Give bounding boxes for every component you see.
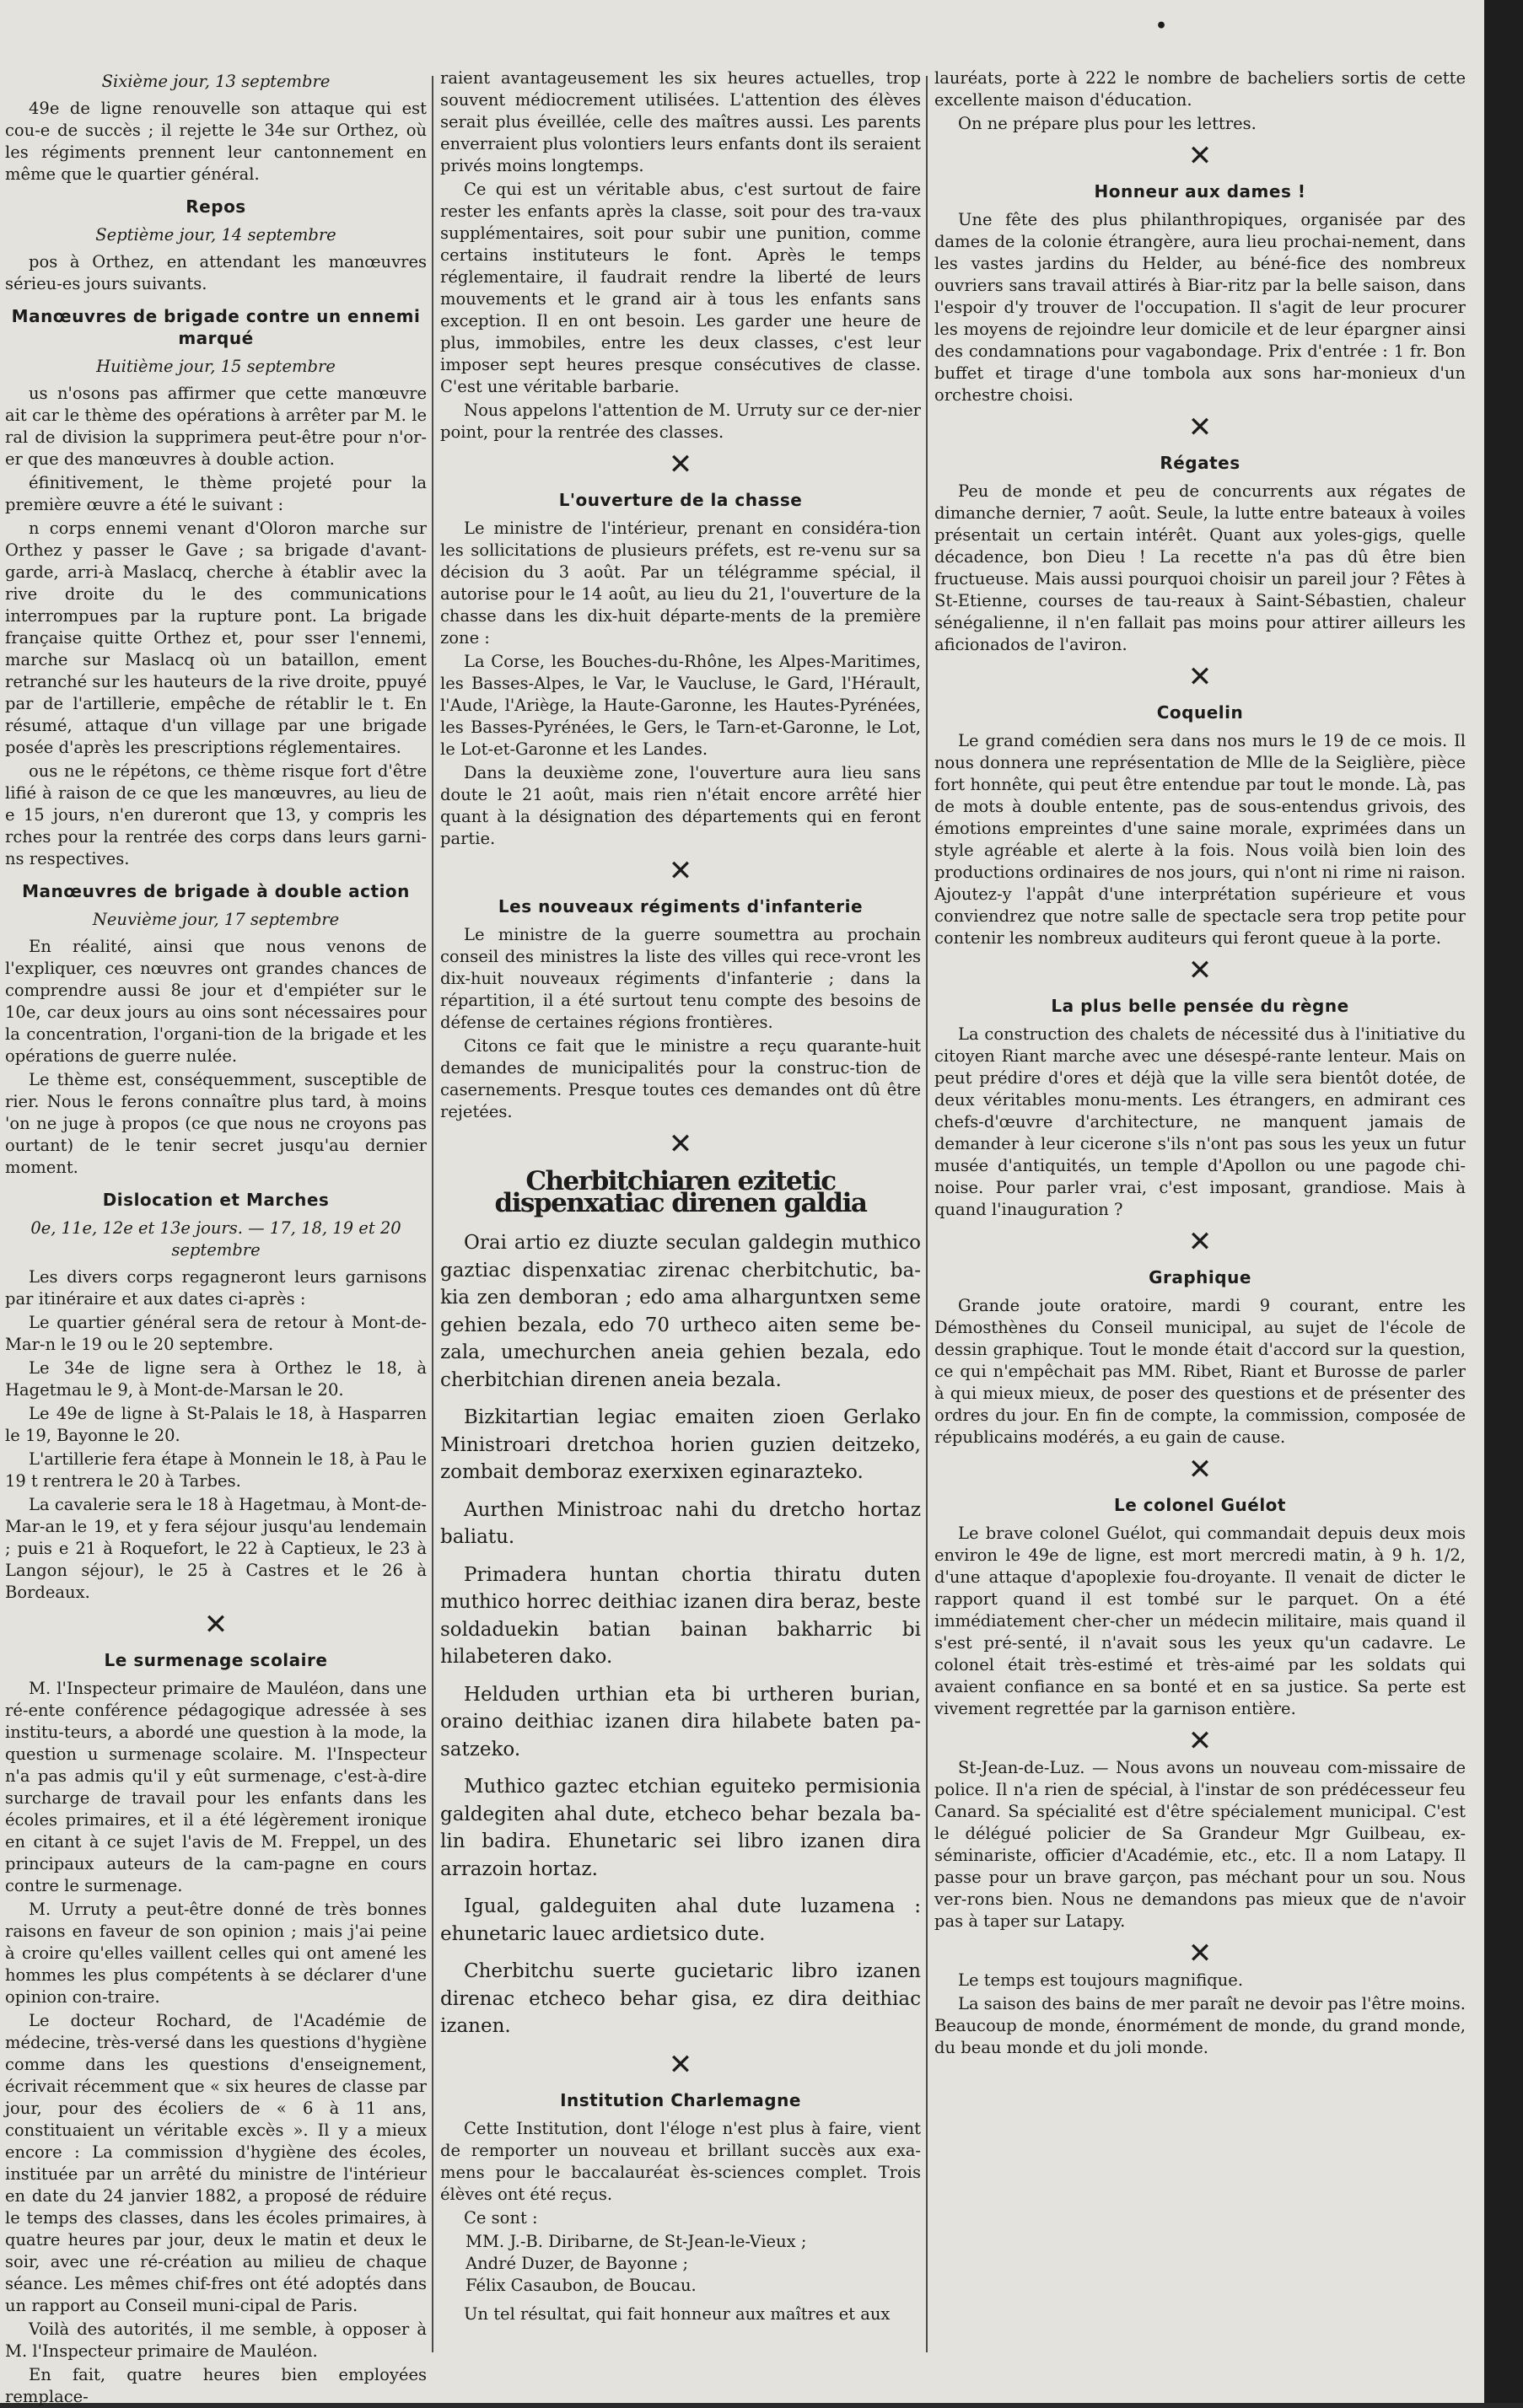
column-right	[934, 67, 1466, 2378]
article-heading: L'ouverture de la chasse	[558, 490, 803, 510]
paragraph: L'artillerie fera étape à Monnein le 18, à Pau le 19 t rentrera le 20 à Tarbes.	[5, 1449, 427, 1491]
paragraph: Citons ce fait que le ministre a reçu quarante-huit demandes de municipalités pour la construc-tion de casernements. Presque toutes ces demandes ont dû être rejetées.	[440, 1036, 921, 1121]
section-dateline: 0e, 11e, 12e et 13e jours. — 17, 18, 19 et 20 septembre	[30, 1218, 401, 1260]
paragraph: pos à Orthez, en attendant les manœuvres sérieu-es jours suivants.	[5, 252, 427, 293]
paragraph: Helduden urthian eta bi urtheren burian, oraino deithiac izanen dira hilabete baten pa-satzeko.	[440, 1683, 921, 1760]
paragraph: M. Urruty a peut-être donné de très bonnes raisons en faveur de son opinion ; mais j'ai peine à croire qu'elles vaillent celles qui ont amené les hommes les plus compétents à se déclarer d'une opinion con-traire.	[5, 1900, 427, 2007]
separator-cross-icon: ✕	[668, 1127, 693, 1161]
paragraph: Le 34e de ligne sera à Orthez le 18, à Hagetmau le 9, à Mont-de-Marsan le 20.	[5, 1358, 427, 1400]
paragraph: Le ministre de l'intérieur, prenant en considéra-tion les sollicitations de plusieurs préfets, est re-venu sur sa décision du 3 août. Par un télégramme spécial, il autorise pour le 14 août, au lieu du 21, l'ouverture de la chasse dans les dix-huit départe-ments de la première zone :	[440, 519, 921, 648]
list-item: André Duzer, de Bayonne ;	[466, 2253, 689, 2273]
paragraph: Peu de monde et peu de concurrents aux régates de dimanche dernier, 7 août. Seule, la lutte entre bateaux à voiles présentait un certain intérêt. Quant aux yoles-gigs, quelle décadence, bon Dieu ! La recette n'a pas dû être bien fructueuse. Mais aussi pourquoi choisir un pareil jour ? Fêtes à St-Etienne, courses de tau-reaux à Saint-Sébastien, chaleur sénégalienne, il n'en fallait pas moins pour attirer ailleurs les aficionados de l'aviron.	[934, 481, 1466, 654]
separator-cross-icon: ✕	[1187, 1453, 1213, 1486]
article-heading: Cherbitchiaren ezitetic dispenxatiac direnen galdia	[494, 1166, 867, 1218]
separator-cross-icon: ✕	[1187, 954, 1213, 987]
article-heading: Repos	[186, 196, 246, 217]
article-heading: Manœuvres de brigade contre un ennemi marqué	[11, 306, 421, 348]
paragraph: éfinitivement, le thème projeté pour la première œuvre a été le suivant :	[5, 473, 427, 514]
article-heading: Coquelin	[1156, 702, 1244, 723]
paragraph: Igual, galdeguiten ahal dute luzamena : ehunetaric lauec ardietsico dute.	[440, 1895, 921, 1945]
separator-cross-icon: ✕	[1187, 1937, 1213, 1970]
section-dateline: Neuvième jour, 17 septembre	[92, 910, 340, 929]
paragraph: 49e de ligne renouvelle son attaque qui est cou-e de succès ; il rejette le 34e sur Orthez, où les régiments prennent leur cantonnement en même que le quartier général.	[5, 99, 427, 184]
article-heading: Graphique	[1149, 1267, 1251, 1287]
paragraph: Le 49e de ligne à St-Palais le 18, à Hasparren le 19, Bayonne le 20.	[5, 1404, 427, 1445]
separator-cross-icon: ✕	[1187, 139, 1213, 173]
article-heading: Le surmenage scolaire	[104, 1650, 328, 1670]
paragraph: Le brave colonel Guélot, qui commandait depuis deux mois environ le 49e de ligne, est mort mercredi matin, à 9 h. 1/2, d'une attaque d'apoplexie fou-droyante. Il venait de dicter le rapport quand il est tombé sur le parquet. On a été immédiatement cher-cher un médecin militaire, mais quand il s'est pré-senté, il n'avait sous les yeux qu'un cadavre. Le colonel était très-estimé et très-aimé par les soldats qui avaient confiance en sa bonté et en sa justice. Sa perte est vivement regrettée par la garnison entière.	[934, 1524, 1466, 1718]
article-heading: La plus belle pensée du règne	[1051, 996, 1349, 1016]
laureates-list	[440, 2231, 921, 2297]
corner-mark: •	[1155, 15, 1168, 37]
scan-edge	[1484, 0, 1523, 2403]
paragraph: Un tel résultat, qui fait honneur aux maîtres et aux	[464, 2303, 891, 2324]
section-dateline: Sixième jour, 13 septembre	[101, 72, 331, 91]
article-heading: Dislocation et Marches	[102, 1190, 330, 1210]
paragraph: us n'osons pas affirmer que cette manœuvre ait car le thème des opérations à arrêter par M. le ral de division la supprimera peut-être pour n'or-er que des manœuvres à double action.	[5, 384, 427, 469]
paragraph: n corps ennemi venant d'Oloron marche sur Orthez y passer le Gave ; sa brigade d'avant-garde, arri-à Maslacq, cherche à établir avec la rive droite du le des communications interrompues par la rupture pont. La brigade française quitte Orthez et, pour sser l'ennemi, marche sur Maslacq où un bataillon, ement retranché sur les hauteurs de la rive droite, ppuyé par de l'artillerie, empêche de rétablir le t. En résumé, attaque d'un village par une brigade posée d'après les prescriptions réglementaires.	[5, 519, 427, 757]
separator-cross-icon: ✕	[1187, 660, 1213, 694]
paragraph: Orai artio ez diuzte seculan galdegin muthico gaztiac dispenxatiac zirenac cherbitchutic, ba-kia zen demboran ; edo ama alharguntxen seme gehien bezala, edo 70 urtheco aiten seme be-zala, umechurchen aneia gehien bezala, edo cherbitchian direnen aneia bezala.	[440, 1232, 921, 1391]
section-dateline: Septième jour, 14 septembre	[95, 225, 336, 245]
paragraph: Le ministre de la guerre soumettra au prochain conseil des ministres la liste des villes qui rece-vront les dix-huit nouveaux régiments d'infanterie ; dans la répartition, il a été surtout tenu compte des besoins de défense de certaines régions frontières.	[440, 925, 921, 1032]
paragraph: Le temps est toujours magnifique.	[958, 1970, 1244, 1990]
paragraph: En fait, quatre heures bien employées remplace-	[5, 2365, 427, 2406]
list-item: MM. J.-B. Diribarne, de St-Jean-le-Vieux ;	[466, 2231, 807, 2251]
paragraph: Dans la deuxième zone, l'ouverture aura lieu sans doute le 21 août, mais rien n'était encore arrêté hier quant à la désignation des départements qui en feront partie.	[440, 763, 921, 848]
paragraph: La cavalerie sera le 18 à Hagetmau, à Mont-de-Mar-an le 19, et y fera séjour jusqu'au lendemain ; puis e 21 à Roquefort, le 22 à Captieux, le 23 à Langon séjour), le 25 à Castres et le 26 à Bordeaux.	[5, 1495, 427, 1602]
paragraph: raient avantageusement les six heures actuelles, trop souvent médiocrement utilisées. L'attention des élèves serait plus éveillée, celle des maîtres aussi. Les parents enverraient plus volontiers leurs enfants dont ils seraient privés moins longtemps.	[440, 68, 921, 175]
paragraph: Cherbitchu suerte gucietaric libro izanen direnac etcheco behar gisa, ez dira deithiac izanen.	[440, 1960, 921, 2037]
paragraph: La Corse, les Bouches-du-Rhône, les Alpes-Maritimes, les Basses-Alpes, le Var, le Vaucluse, le Gard, l'Hérault, l'Aude, l'Ariège, la Haute-Garonne, les Hautes-Pyrénées, les Basses-Pyrénées, le Gers, le Tarn-et-Garonne, le Lot, le Lot-et-Garonne et les Landes.	[440, 652, 921, 759]
paragraph: En réalité, ainsi que nous venons de l'expliquer, ces nœuvres ont grandes chances de comprendre aussi 8e jour et d'empiéter sur le 10e, car deux jours au oins sont nécessaires pour la concentration, l'organi-tion de la brigade et les opérations de guerre nulée.	[5, 937, 427, 1066]
column-rule	[432, 76, 433, 2352]
paragraph: Les divers corps regagneront leurs garnisons par itinéraire et aux dates ci-après :	[5, 1267, 427, 1309]
paragraph: On ne prépare plus pour les lettres.	[958, 114, 1257, 133]
article-heading: Manœuvres de brigade à double action	[22, 881, 410, 901]
paragraph: Ce qui est un véritable abus, c'est surtout de faire rester les enfants après la classe, soit pour des tra-vaux supplémentaires, soit pour subir une punition, comme certains instituteurs le font. Après le temps réglementaire, il faudrait rendre la liberté de leurs mouvements et le grand air à tous les enfants sans exception. Il en ont besoin. Les garder une heure de plus, immobiles, entre les deux classes, c'est leur imposer sept heures presque consécutives de classe. C'est une véritable barbarie.	[440, 180, 921, 396]
paragraph: Voilà des autorités, il me semble, à opposer à M. l'Inspecteur primaire de Mauléon.	[5, 2319, 427, 2361]
paragraph: lauréats, porte à 222 le nombre de bacheliers sortis de cette excellente maison d'éducation.	[934, 68, 1466, 110]
separator-cross-icon: ✕	[668, 854, 693, 888]
separator-cross-icon: ✕	[1187, 1225, 1213, 1259]
article-heading: Honneur aux dames !	[1094, 181, 1306, 202]
column-middle	[440, 67, 921, 2378]
paragraph: Cette Institution, dont l'éloge n'est plus à faire, vient de remporter un nouveau et brillant succès aux exa-mens pour le baccalauréat ès-sciences complet. Trois élèves ont été reçus.	[440, 2118, 921, 2204]
article-heading: Régates	[1160, 453, 1240, 473]
article-heading: Institution Charlemagne	[560, 2089, 801, 2110]
list-item: Félix Casaubon, de Boucau.	[466, 2275, 697, 2295]
paragraph: ous ne le répétons, ce thème risque fort d'être lifié à raison de ce que les manœuvres, au lieu de e 15 jours, n'en dureront que 13, y compris les rches pour la rentrée des corps dans leurs garni-ns respectives.	[5, 761, 427, 868]
separator-cross-icon: ✕	[1187, 411, 1213, 444]
paragraph: Le docteur Rochard, de l'Académie de médecine, très-versé dans les questions d'hygiène comme dans les questions d'enseignement, écrivait récemment que « six heures de classe par jour, pour des écoliers de « 6 à 11 ans, constituaient un véritable excès ». Il y a mieux encore : La commission d'hygiène des écoles, instituée par un arrêté du ministre de l'intérieur en date du 24 janvier 1882, a proposé de réduire le temps des classes, dans les écoles primaires, à quatre heures par jour, deux le matin et deux le soir, avec une ré-création au milieu de chaque séance. Les mêmes chif-fres ont été adoptés dans un rapport au Conseil muni-cipal de Paris.	[5, 2011, 427, 2315]
column-left	[0, 67, 427, 2406]
paragraph: M. l'Inspecteur primaire de Mauléon, dans une ré-ente conférence pédagogique adressée à ses institu-teurs, a abordé une question à la mode, la question u surmenage scolaire. M. l'Inspecteur n'a pas admis qu'il y eût surmenage, c'est-à-dire surcharge de travail pour les enfants dans les écoles primaires, et il a été légèrement ironique en citant à ce sujet l'avis de M. Freppel, un des principaux auteurs de la cam-pagne en cours contre le surmenage.	[5, 1679, 427, 1895]
paragraph: Grande joute oratoire, mardi 9 courant, entre les Démosthènes du Conseil municipal, au sujet de l'école de dessin graphique. Tout le monde était d'accord sur la question, ce qui n'empêchait pas MM. Ribet, Riant et Burosse de parler à qui mieux mieux, de poser des questions et de présenter des ordres du jour. En fin de compte, la commission, composée de républicains modérés, a eu gain de cause.	[934, 1296, 1466, 1447]
paragraph: Nous appelons l'attention de M. Urruty sur ce der-nier point, pour la rentrée des classes.	[440, 400, 921, 442]
paragraph: Primadera huntan chortia thiratu duten muthico horrec deithiac izanen dira beraz, beste soldaduekin batian bainan bakharric bi hilabeteren dako.	[440, 1563, 921, 1668]
paragraph: St-Jean-de-Luz. — Nous avons un nouveau com-missaire de police. Il n'a rien de spécial, à l'instar de son prédécesseur feu Canard. Sa spécialité est d'être spécialement municipal. C'est le délégué policier de Sa Grandeur Mgr Guilbeau, ex-séminariste, officier d'Académie, etc., etc. Il a nom Latapy. Il passe pour un brave garçon, pas méchant pour un sou. Nous ver-rons bien. Nous ne demandons pas mieux que de n'avoir pas à taper sur Latapy.	[934, 1758, 1466, 1931]
column-rule	[926, 76, 928, 2352]
article-heading: Les nouveaux régiments d'infanterie	[498, 896, 864, 916]
paragraph: Bizkitartian legiac emaiten zioen Gerlako Ministroari dretchoa horien guzien deitzeko, zombait demboraz exerxixen eginarazteko.	[440, 1406, 921, 1483]
section-dateline: Huitième jour, 15 septembre	[96, 357, 336, 376]
article-heading: Le colonel Guélot	[1114, 1495, 1286, 1515]
paragraph: La saison des bains de mer paraît ne devoir pas l'être moins. Beaucoup de monde, énormément de monde, du grand monde, du beau monde et du joli monde.	[934, 1994, 1466, 2057]
separator-cross-icon: ✕	[203, 1608, 229, 1642]
paragraph: Aurthen Ministroac nahi du dretcho hortaz baliatu.	[440, 1498, 921, 1548]
paragraph: La construction des chalets de nécessité dus à l'initiative du citoyen Riant marche avec une désespé-rante lenteur. Mais on peut prédire d'ores et déjà que la ville sera bientôt dotée, de deux véritables monu-ments. Les étrangers, en admirant ces chefs-d'œuvre d'architecture, ne manquent jamais de demander à leur cicerone s'ils n'ont pas sous les yeux un futur musée d'antiquités, un temple d'Apollon ou une pagode chi-noise. Pour parler vrai, c'est imposant, grandiose. Mais à quand l'inauguration ?	[934, 1024, 1466, 1219]
paragraph: Le thème est, conséquemment, susceptible de rier. Nous le ferons connaître plus tard, à moins 'on ne juge à propos (ce que nous ne croyons pas ourtant) de le tenir secret jusqu'au dernier moment.	[5, 1070, 427, 1177]
paragraph: Ce sont :	[464, 2207, 538, 2228]
paragraph: Une fête des plus philanthropiques, organisée par des dames de la colonie étrangère, aura lieu prochai-nement, dans les vastes jardins du Helder, au béné-fice des nombreux ouvriers sans travail attirés à Biar-ritz par la belle saison, dans l'espoir d'y trouver de l'occupation. Il s'agit de leur procurer les moyens de rejoindre leur domicile et de leur épargner ainsi des condamnations pour vagabondage. Prix d'entrée : 1 fr. Bon buffet et tirage d'une tombola aux sons har-monieux d'un orchestre choisi.	[934, 210, 1466, 405]
separator-cross-icon: ✕	[668, 448, 693, 481]
separator-cross-icon: ✕	[668, 2047, 693, 2082]
paragraph: Le grand comédien sera dans nos murs le 19 de ce mois. Il nous donnera une représentation de Mlle de la Seiglière, pièce fort honnête, qui peut être entendue par tout le monde. Là, pas de mots à double entente, pas de sous-entendus grivois, des émotions empreintes d'une saine morale, exprimées dans un style agréable et alerte à la fois. Nous voilà bien loin des productions ordinaires de nos jours, qui n'ont ni rime ni raison. Ajoutez-y l'appât d'une interprétation supérieure et vous conviendrez que notre salle de spectacle sera trop petite pour contenir les nombreux auditeurs qui feront queue à la porte.	[934, 731, 1466, 948]
paragraph: Muthico gaztec etchian eguiteko permisionia galdegiten ahal dute, etcheco behar bezala ba-lin badira. Ehunetaric sei libro izanen dira arrazoin hortaz.	[440, 1776, 921, 1880]
separator-cross-icon: ✕	[1187, 1724, 1213, 1758]
paragraph: Le quartier général sera de retour à Mont-de-Mar-n le 19 ou le 20 septembre.	[5, 1313, 427, 1354]
